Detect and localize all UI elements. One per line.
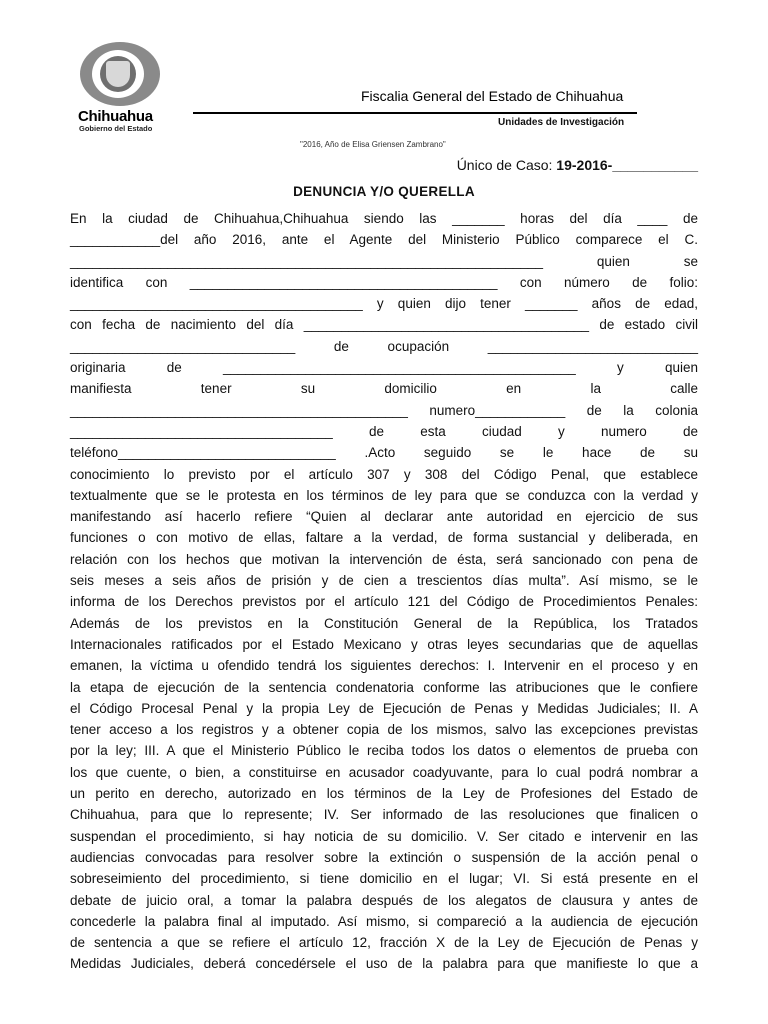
body-line: con fecha de nacimiento del día ______________________________________ de estado civil <box>70 317 698 333</box>
body-line: _____________________________________________ numero____________ de la colonia <box>70 402 698 418</box>
body-line: emanen, la víctima u ofendido tendrá los siguientes derechos: I. Intervenir en el proceso y en <box>70 658 698 674</box>
body-line: concederle la palabra final al imputado. Así mismo, si compareció a la audiencia de ejecución <box>70 913 698 929</box>
body-line: ____________del año 2016, ante el Agente del Ministerio Público comparece el C. <box>70 232 698 248</box>
header-divider <box>193 112 637 114</box>
case-number-line <box>457 157 698 173</box>
body-line: debate de juicio oral, a tomar la palabra después de los alegatos de clausura y antes de <box>70 892 698 908</box>
brand-name: Chihuahua <box>78 108 153 125</box>
body-line: suspendan el procedimiento, si hay noticia de su domicilio. V. Ser citado e intervenir en las <box>70 828 698 844</box>
body-line: manifiesta tener su domicilio en la calle <box>70 381 698 397</box>
brand-subtitle: Gobierno del Estado <box>79 124 153 133</box>
year-motto: "2016, Año de Elisa Griensen Zambrano" <box>300 140 446 149</box>
body-line: tener acceso a los registros y a obtener copia de los mismos, salvo las excepciones previstas <box>70 722 698 738</box>
body-line: informa de los Derechos previstos por el artículo 121 del Código de Procedimientos Penales: <box>70 594 698 610</box>
body-line: manifestando así hacerlo refiere “Quien al declarar ante autoridad en ejercicio de sus <box>70 509 698 525</box>
body-line: _______________________________________ y quien dijo tener _______ años de edad, <box>70 296 698 312</box>
body-line: originaria de _______________________________________________ y quien <box>70 360 698 376</box>
body-line: textualmente que se le protesta en los términos de ley para que se conduzca con la verdad y <box>70 487 698 503</box>
case-number: 19-2016-___________ <box>556 157 698 173</box>
unit-name: Unidades de Investigación <box>498 117 625 128</box>
agency-name: Fiscalia General del Estado de Chihuahua <box>361 88 624 104</box>
body-line: teléfono_____________________________ .Acto seguido se le hace de su <box>70 445 698 461</box>
body-line: audiencias convocadas para resolver sobre la extinción o suspensión de la acción penal o <box>70 849 698 865</box>
case-label: Único de Caso: <box>456 157 553 173</box>
body-line: ______________________________ de ocupación ____________________________ <box>70 338 698 354</box>
body-line: En la ciudad de Chihuahua,Chihuahua siendo las _______ horas del día ____ de <box>70 211 698 226</box>
body-line: el Código Procesal Penal y la propia Ley de Ejecución de Penas y Medidas Judiciales; II. A <box>70 700 698 716</box>
body-line: por la ley; III. A que el Ministerio Público le reciba todos los datos o elementos de prueba con <box>70 743 698 759</box>
body-line: la etapa de ejecución de la sentencia condenatoria conforme las atribuciones que le confiere <box>70 679 698 695</box>
body-line: identifica con _________________________________________ con número de folio: <box>70 274 698 290</box>
body-line: Medidas Judiciales, deberá concedérsele el uso de la palabra para que manifieste lo que a <box>70 956 698 972</box>
body-line: conocimiento lo previsto por el artículo 307 y 308 del Código Penal, que establece <box>70 466 698 482</box>
body-line: de sentencia a que se refiere el artículo 12, fracción X de la Ley de Ejecución de Penas y <box>70 935 698 951</box>
body-line: sobreseimiento del procedimiento, si tiene domicilio en el lugar; VI. Si está presente en el <box>70 871 698 887</box>
body-line: relación con los hechos que motivan la intervención de ésta, será sancionado con pena de <box>70 551 698 567</box>
body-line: funciones o con motivo de ellas, faltare a la verdad, de forma sustancial y deliberada, en <box>70 530 698 546</box>
document-title: DENUNCIA Y/O QUERELLA <box>293 184 475 199</box>
body-line: seis meses a seis años de prisión y de cien a trescientos días multa”. Así mismo, se le <box>70 573 698 589</box>
body-line: Chihuahua, para que lo represente; IV. Ser informado de las resoluciones que finalicen o <box>70 807 698 823</box>
body-line: ___________________________________ de esta ciudad y numero de <box>70 423 698 439</box>
document-body <box>70 208 698 975</box>
body-line: _______________________________________________________________ quien se <box>70 253 698 269</box>
body-line: los que cuente, o bien, a constituirse en acusador coadyuvante, para lo cual podrá nombrar a <box>70 764 698 780</box>
body-line: Internacionales ratificados por el Estado Mexicano y otras leyes secundarias que de aquellas <box>70 636 698 652</box>
body-line: Además de los previstos en la Constitución General de la República, los Tratados <box>70 615 698 631</box>
body-line: un perito en derecho, autorizado en los términos de la Ley de Profesiones del Estado de <box>70 786 698 802</box>
